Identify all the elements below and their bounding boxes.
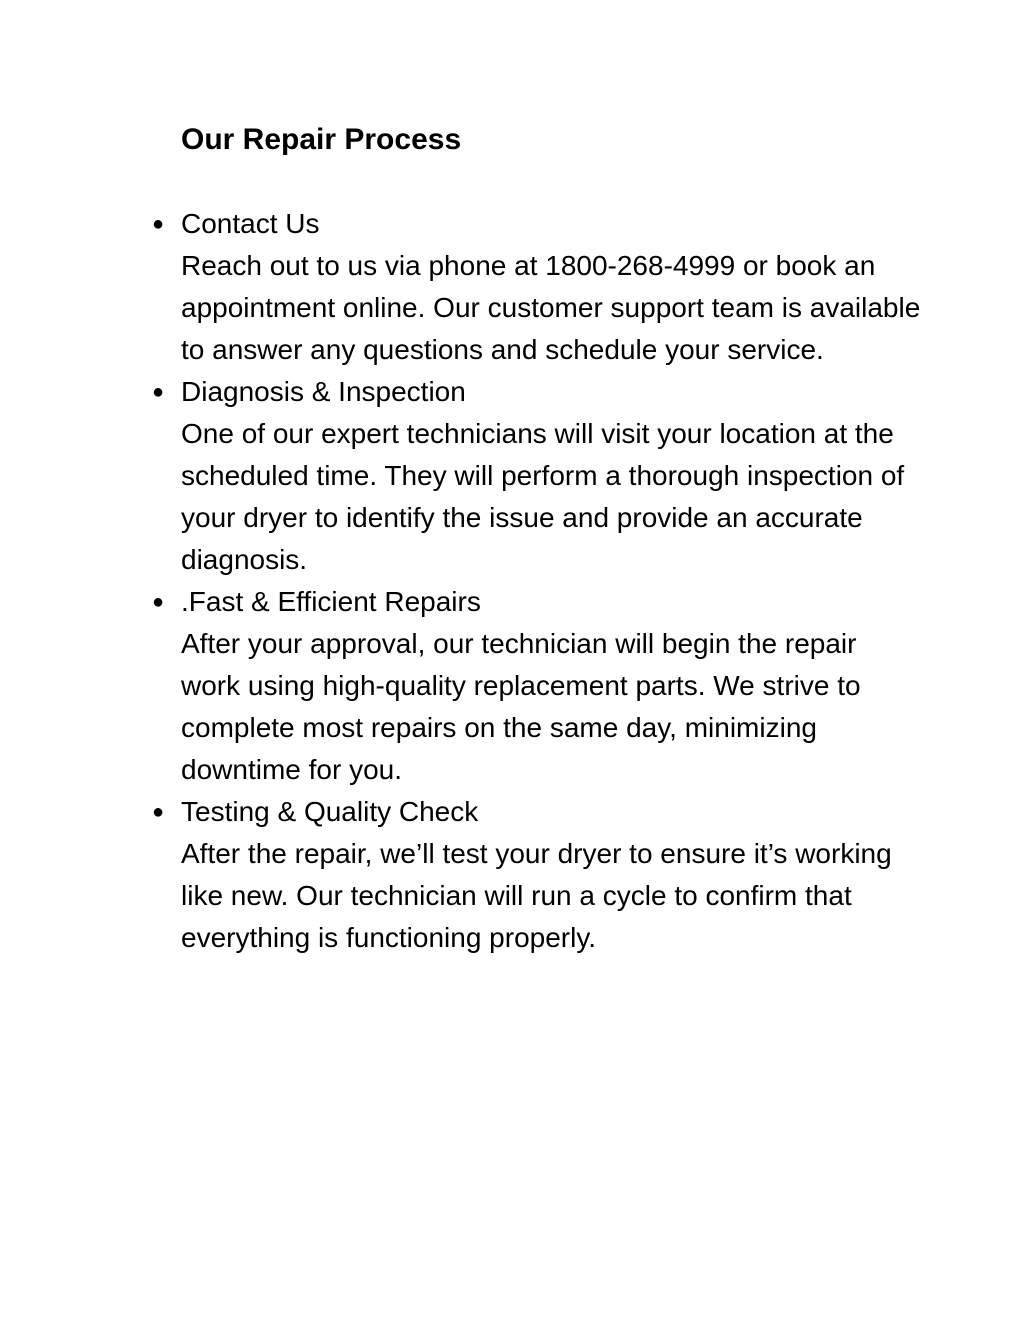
step-title: .Fast & Efficient Repairs — [181, 586, 481, 617]
step-description: After your approval, our technician will begin the repair work using high-quality replacement parts. We strive to complete most repairs on the same day, minimizing downtime for you. — [181, 628, 861, 785]
step-title: Diagnosis & Inspection — [181, 376, 466, 407]
list-item — [0, 791, 921, 959]
list-item — [0, 203, 921, 371]
page-title: Our Repair Process — [181, 123, 462, 156]
list-item — [0, 581, 921, 791]
bullet-icon: ● — [152, 213, 165, 235]
step-description: One of our expert technicians will visit your location at the scheduled time. They will perform a thorough inspection of your dryer to identify the issue and provide an accurate diagnosis. — [181, 418, 905, 575]
step-title: Testing & Quality Check — [181, 796, 479, 827]
bullet-icon: ● — [152, 801, 165, 823]
bullet-icon: ● — [152, 381, 165, 403]
step-description: Reach out to us via phone at 1800-268-4999 or book an appointment online. Our customer support team is available to answer any questions and schedule your service. — [181, 250, 921, 365]
list-item — [0, 371, 921, 581]
step-title: Contact Us — [181, 208, 320, 239]
bullet-icon: ● — [152, 591, 165, 613]
repair-steps-list — [0, 203, 1024, 959]
step-description: After the repair, we’ll test your dryer to ensure it’s working like new. Our technician will run a cycle to confirm that everything is functioning properly. — [181, 838, 892, 953]
